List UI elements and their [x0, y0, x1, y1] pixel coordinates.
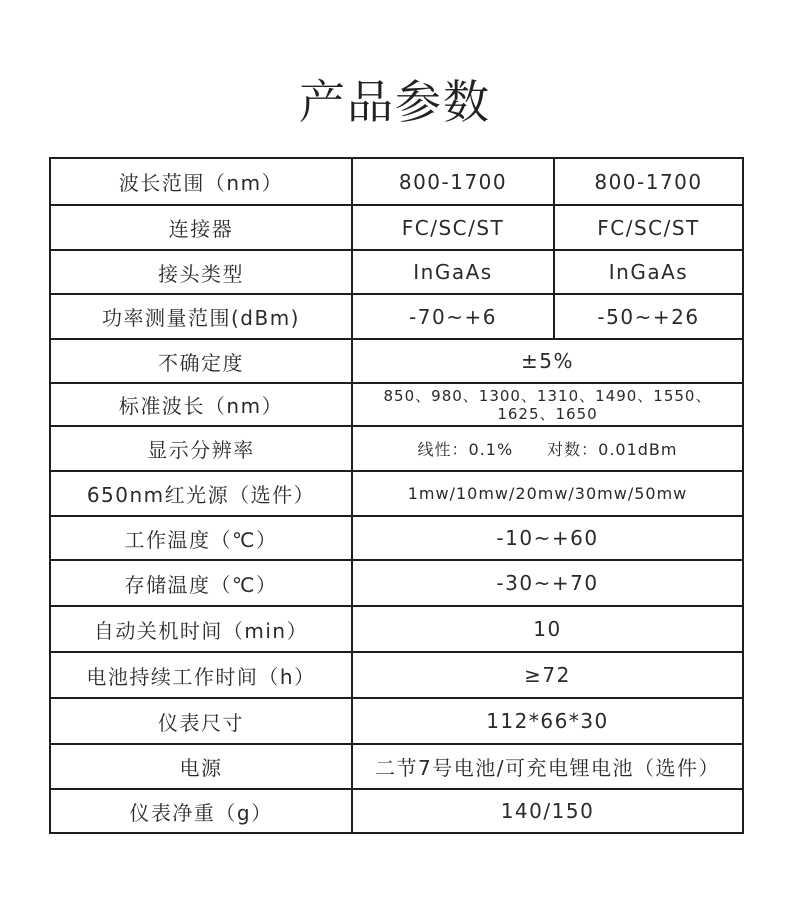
- row-value-2: FC/SC/ST: [554, 205, 743, 250]
- row-label: 自动关机时间（min）: [50, 606, 352, 652]
- row-label: 功率测量范围(dBm): [50, 294, 352, 339]
- row-value: 二节7号电池/可充电锂电池（选件）: [352, 744, 743, 789]
- table-row: [50, 294, 743, 339]
- row-label: 650nm红光源（选件）: [50, 471, 352, 516]
- row-value: 10: [352, 606, 743, 652]
- table-row: [50, 250, 743, 294]
- row-label: 电池持续工作时间（h）: [50, 652, 352, 698]
- row-value: -10~+60: [352, 516, 743, 560]
- table-row: [50, 471, 743, 516]
- row-value-2: InGaAs: [554, 250, 743, 294]
- row-label: 标准波长（nm）: [50, 383, 352, 426]
- row-value-1: InGaAs: [352, 250, 554, 294]
- row-value: 线性：0.1% 对数：0.01dBm: [352, 426, 743, 471]
- table-row: [50, 698, 743, 744]
- row-value: -30~+70: [352, 560, 743, 606]
- table-row: [50, 383, 743, 426]
- row-label: 仪表尺寸: [50, 698, 352, 744]
- row-value-1: 800-1700: [352, 158, 554, 205]
- row-label: 接头类型: [50, 250, 352, 294]
- row-value-2: 800-1700: [554, 158, 743, 205]
- row-label: 电源: [50, 744, 352, 789]
- row-label: 存储温度（℃）: [50, 560, 352, 606]
- row-value: ±5%: [352, 339, 743, 383]
- row-value-1: -70~+6: [352, 294, 554, 339]
- row-value-2: -50~+26: [554, 294, 743, 339]
- row-label: 仪表净重（g）: [50, 789, 352, 833]
- row-value: 140/150: [352, 789, 743, 833]
- row-value: ≥72: [352, 652, 743, 698]
- row-value: 850、980、1300、1310、1490、1550、1625、1650: [352, 383, 743, 426]
- row-label: 显示分辨率: [50, 426, 352, 471]
- row-value-1: FC/SC/ST: [352, 205, 554, 250]
- table-row: [50, 606, 743, 652]
- table-row: [50, 789, 743, 833]
- table-row: [50, 205, 743, 250]
- row-value: 112*66*30: [352, 698, 743, 744]
- page-title: 产品参数: [299, 75, 491, 129]
- table-row: [50, 426, 743, 471]
- row-label: 不确定度: [50, 339, 352, 383]
- row-label: 工作温度（℃）: [50, 516, 352, 560]
- table-row: [50, 158, 743, 205]
- row-value: 1mw/10mw/20mw/30mw/50mw: [352, 471, 743, 516]
- row-label: 连接器: [50, 205, 352, 250]
- spec-table: [49, 157, 744, 834]
- table-row: [50, 652, 743, 698]
- row-label: 波长范围（nm）: [50, 158, 352, 205]
- table-row: [50, 339, 743, 383]
- table-row: [50, 516, 743, 560]
- table-row: [50, 744, 743, 789]
- table-row: [50, 560, 743, 606]
